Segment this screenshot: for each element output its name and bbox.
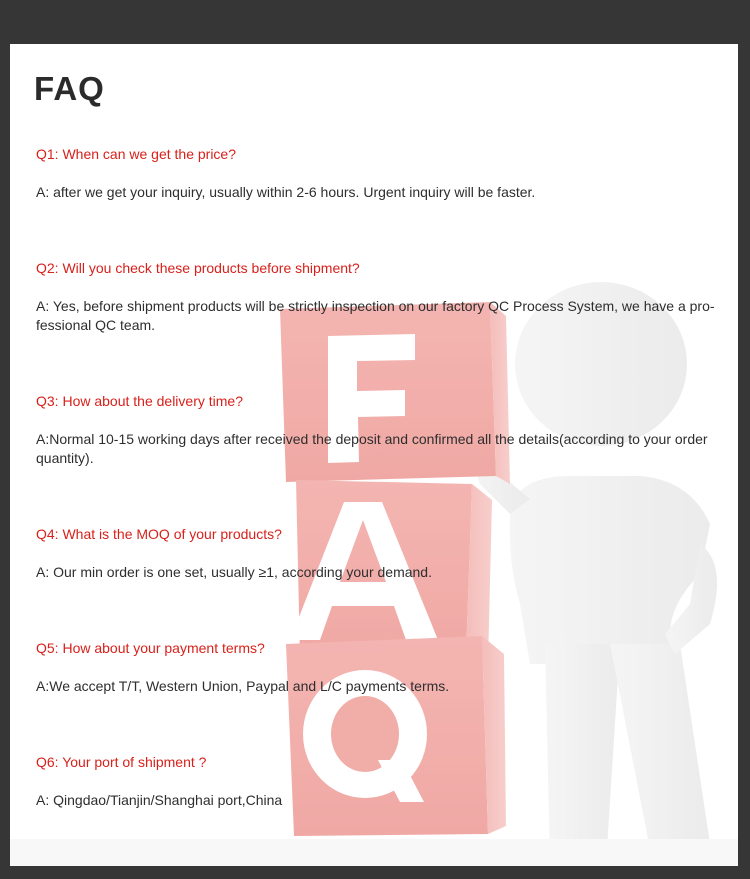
faq-answer: A: after we get your inquiry, usually within 2-6 hours. Urgent inquiry will be faster. — [36, 184, 536, 200]
faq-item-4 — [36, 525, 728, 582]
faq-answer: A: Qingdao/Tianjin/Shanghai port,China — [36, 792, 283, 808]
faq-answer: A: Yes, before shipment products will be strictly inspection on our factory QC Process System, we have a pro-fessional QC team. — [36, 298, 715, 333]
faq-item-3 — [36, 392, 728, 468]
faq-question: Q5: How about your payment terms? — [36, 640, 265, 656]
faq-item-1 — [36, 145, 728, 202]
faq-question: Q1: When can we get the price? — [36, 146, 236, 162]
faq-answer: A:Normal 10-15 working days after received the deposit and confirmed all the details(according to your order quantity). — [36, 431, 708, 466]
faq-panel — [10, 44, 738, 866]
faq-item-2 — [36, 259, 728, 335]
faq-question: Q6: Your port of shipment ? — [36, 754, 207, 770]
faq-question: Q4: What is the MOQ of your products? — [36, 526, 282, 542]
faq-question: Q3: How about the delivery time? — [36, 393, 243, 409]
faq-item-6 — [36, 753, 728, 810]
page-title: FAQ — [34, 70, 105, 107]
faq-answer: A:We accept T/T, Western Union, Paypal and L/C payments terms. — [36, 678, 450, 694]
faq-answer: A: Our min order is one set, usually ≥1, according your demand. — [36, 564, 432, 580]
faq-item-5 — [36, 639, 728, 696]
faq-question: Q2: Will you check these products before shipment? — [36, 260, 360, 276]
